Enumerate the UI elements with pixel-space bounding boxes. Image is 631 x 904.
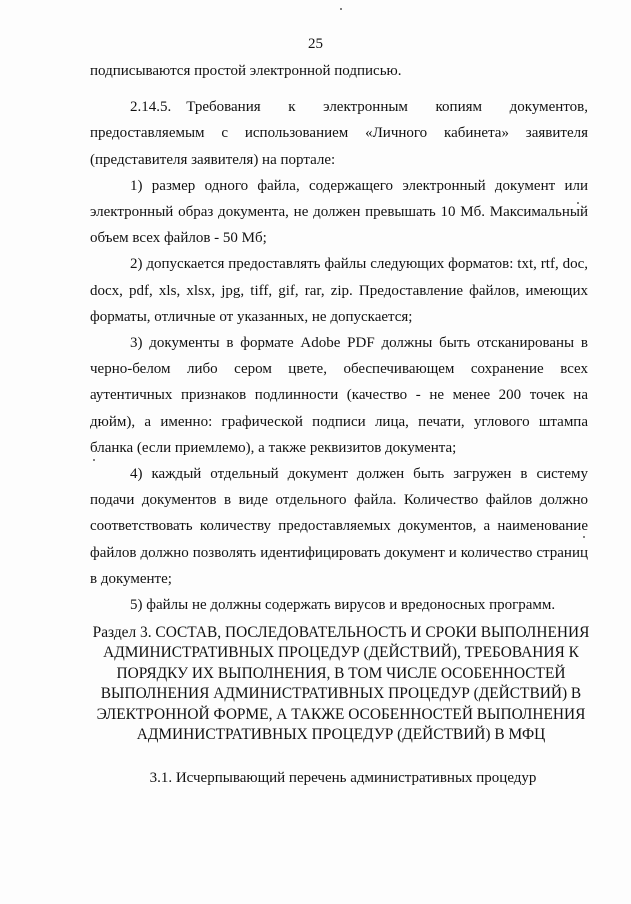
body-text: [90, 58, 588, 618]
scan-speck: [93, 459, 95, 461]
page-number: 25: [308, 36, 323, 52]
scan-speck: [577, 202, 579, 204]
section-title: Раздел 3. СОСТАВ, ПОСЛЕДОВАТЕЛЬНОСТЬ И СРОКИ ВЫПОЛНЕНИЯ АДМИНИСТРАТИВНЫХ ПРОЦЕДУР (ДЕЙСТВИЙ), ТРЕБОВАНИЯ К ПОРЯДКУ ИХ ВЫПОЛНЕНИЯ, В ТОМ ЧИСЛЕ ОСОБЕННОСТЕЙ ВЫПОЛНЕНИЯ АДМИНИСТРАТИВНЫХ ПРОЦЕДУР (ДЕЙСТВИЙ) В ЭЛЕКТРОННОЙ ФОРМЕ, А ТАКЖЕ ОСОБЕННОСТЕЙ ВЫПОЛНЕНИЯ АДМИНИСТРАТИВНЫХ ПРОЦЕДУР (ДЕЙСТВИЙ) В МФЦ: [92, 624, 590, 744]
list-item-5: 5) файлы не должны содержать вирусов и вредоносных программ.: [130, 597, 556, 614]
scan-speck: [340, 8, 342, 10]
list-item-1: 1) размер одного файла, содержащего электронный документ или электронный образ документа, не должен превышать 10 Мб. Максимальный объем всех файлов - 50 Мб;: [90, 177, 588, 247]
list-item-4: 4) каждый отдельный документ должен быть загружен в систему подачи документов в виде отдельного файла. Количество файлов должно соответствовать количеству предоставляемых документов, а наименование файлов должно позволять идентифицировать документ и количество страниц в документе;: [90, 466, 588, 587]
paragraph-continuation: подписываются простой электронной подписью.: [90, 63, 402, 79]
subsection-title: 3.1. Исчерпывающий перечень административных процедур: [149, 770, 537, 786]
list-item-3: 3) документы в формате Adobe PDF должны быть отсканированы в черно-белом либо сером цвете, обеспечивающем сохранение всех аутентичных признаков подлинности (качество - не менее 200 точек на дюйм), а именно: графической подписи лица, печати, углового штампа бланка (если приемлемо), а также реквизитов документа;: [90, 335, 588, 456]
scan-speck: [583, 536, 585, 538]
list-item-2: 2) допускается предоставлять файлы следующих форматов: txt, rtf, doc, docx, pdf, xls, xlsx, jpg, tiff, gif, rar, zip. Предоставление файлов, имеющих форматы, отличные от указанных, не допускается;: [90, 256, 588, 325]
paragraph-2-14-5: 2.14.5. Требования к электронным копиям документов, предоставляемым с использованием «Личного кабинета» заявителя (представителя заявителя) на портале:: [90, 99, 588, 168]
